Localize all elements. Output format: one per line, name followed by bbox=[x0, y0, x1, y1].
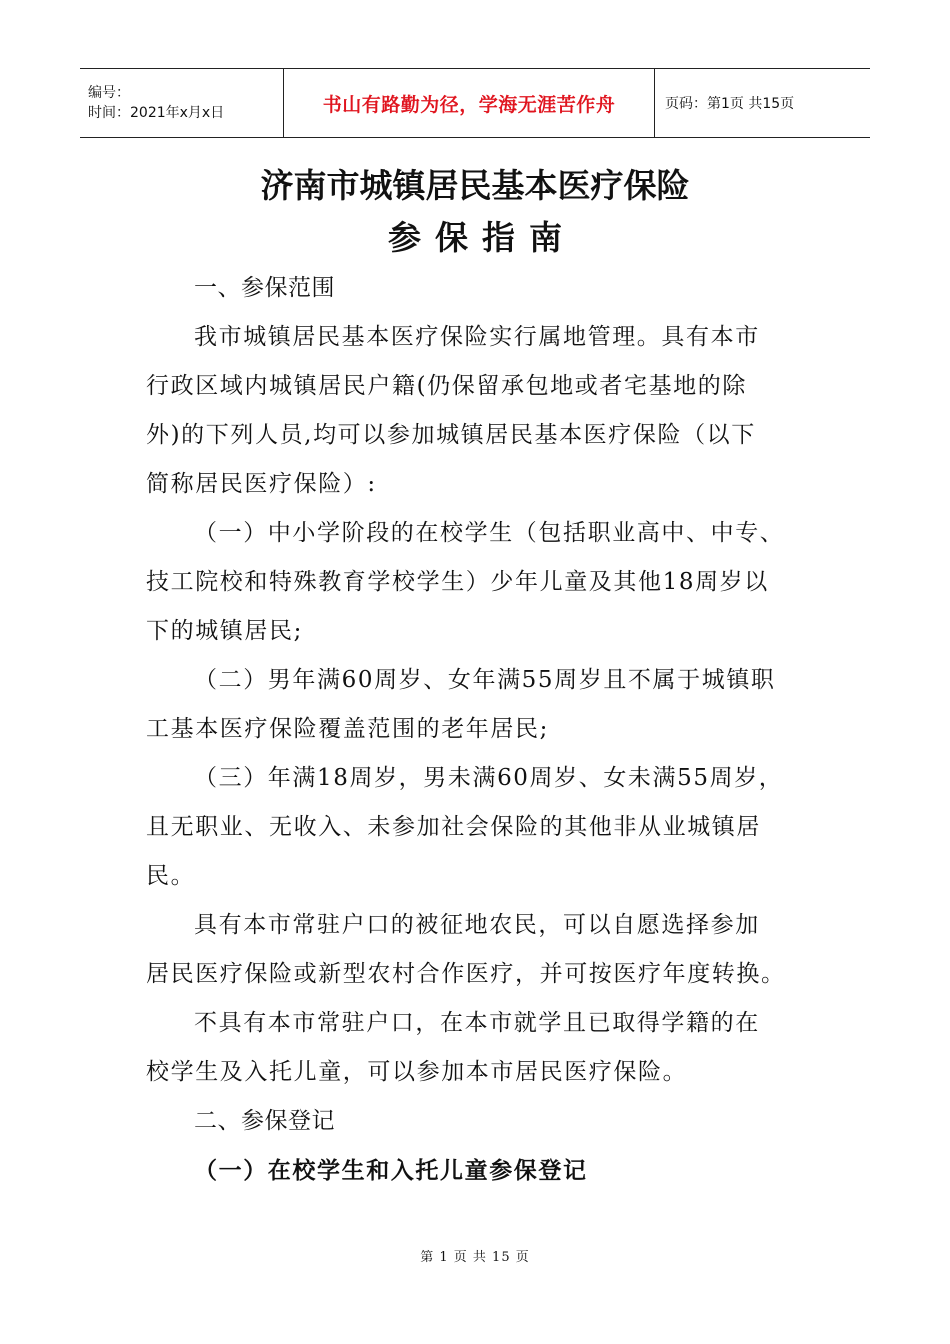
document-body bbox=[146, 264, 826, 1195]
paragraph-line: 我市城镇居民基本医疗保险实行属地管理。具有本市 bbox=[194, 324, 760, 350]
paragraph-line: 校学生及入托儿童，可以参加本市居民医疗保险。 bbox=[146, 1059, 688, 1085]
paragraph-line: （一）中小学阶段的在校学生（包括职业高中、中专、 bbox=[194, 520, 785, 546]
header-page-info: 页码：第1页 共15页 bbox=[665, 96, 795, 112]
paragraph-line: 不具有本市常驻户口，在本市就学且已取得学籍的在 bbox=[194, 1010, 760, 1036]
paragraph-line: （二）男年满60周岁、女年满55周岁且不属于城镇职 bbox=[194, 667, 776, 693]
paragraph-line: 居民医疗保险或新型农村合作医疗，并可按医疗年度转换。 bbox=[146, 961, 786, 987]
paragraph-line: 具有本市常驻户口的被征地农民，可以自愿选择参加 bbox=[194, 912, 760, 938]
header-motto-cell bbox=[283, 69, 655, 137]
paragraph-line: 工基本医疗保险覆盖范围的老年居民; bbox=[146, 716, 549, 742]
header-motto: 书山有路勤为径，学海无涯苦作舟 bbox=[322, 93, 616, 116]
number-label: 编号： bbox=[88, 85, 130, 101]
subsection-heading: （一）在校学生和入托儿童参保登记 bbox=[194, 1157, 588, 1184]
paragraph-line: 技工院校和特殊教育学校学生）少年儿童及其他18周岁以 bbox=[146, 569, 769, 595]
document-header bbox=[80, 68, 870, 138]
document-title-line2: 参保指南 bbox=[388, 218, 576, 257]
header-meta bbox=[80, 69, 283, 137]
paragraph-line: 且无职业、无收入、未参加社会保险的其他非从业城镇居 bbox=[146, 814, 761, 840]
paragraph-line: 民。 bbox=[146, 863, 196, 889]
section-heading-registration: 二、参保登记 bbox=[194, 1108, 335, 1134]
paragraph-line: （三）年满18周岁，男未满60周岁、女未满55周岁， bbox=[194, 765, 784, 791]
paragraph-line: 简称居民医疗保险）: bbox=[146, 471, 377, 497]
paragraph-line: 外)的下列人员,均可以参加城镇居民基本医疗保险（以下 bbox=[146, 422, 756, 448]
paragraph-line: 下的城镇居民; bbox=[146, 618, 303, 644]
page-footer: 第 1 页 共 15 页 bbox=[420, 1250, 530, 1265]
section-heading-scope: 一、参保范围 bbox=[194, 275, 335, 301]
document-title-line1: 济南市城镇居民基本医疗保险 bbox=[260, 166, 690, 205]
paragraph-line: 行政区域内城镇居民户籍(仍保留承包地或者宅基地的除 bbox=[146, 373, 747, 399]
time-label: 时间：2021年x月x日 bbox=[88, 105, 225, 121]
